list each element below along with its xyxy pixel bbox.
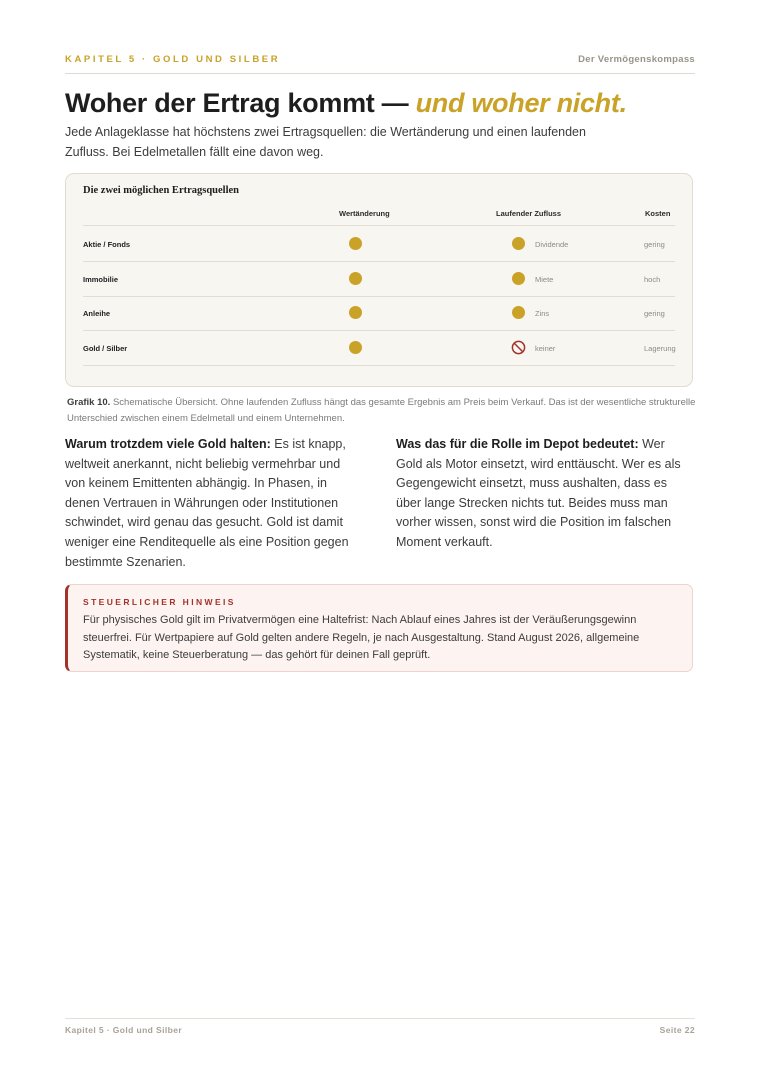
kosten-value: gering (644, 309, 665, 319)
row-divider (83, 365, 675, 366)
row-label: Gold / Silber (83, 344, 128, 354)
wertaenderung-dot-icon (349, 306, 362, 319)
page-number: Seite 22 (659, 1025, 695, 1035)
row-label: Aktie / Fonds (83, 240, 131, 249)
column-header-kosten: Kosten (645, 209, 671, 218)
row-label: Immobilie (83, 274, 119, 284)
caption-label: Grafik 10. (67, 397, 111, 408)
header-divider (83, 225, 675, 226)
chapter-label: KAPITEL 5 · GOLD UND SILBER (65, 54, 281, 65)
running-header (65, 53, 695, 74)
zufluss-label: Zins (535, 309, 550, 319)
right-paragraph (396, 435, 694, 553)
zufluss-label: keiner (535, 344, 556, 354)
no-zufluss-icon (511, 340, 526, 355)
title-main: Woher der Ertrag kommt — (65, 88, 409, 118)
left-paragraph-text: Es ist knapp, weltweit anerkannt, nicht beliebig vermehrbar und von keinem Emittenten abhängig. In Phasen, in denen Vertrauen in Währungen oder Institutionen schwindet, wird genau das gesucht. Gold ist damit weniger eine Renditequelle als eine Position gegen bestimmte Szenarien. (65, 437, 349, 569)
table-row (83, 296, 675, 330)
column-header-zufluss: Laufender Zufluss (496, 209, 562, 218)
left-paragraph-lead: Warum trotzdem viele Gold halten: (65, 437, 271, 451)
page-title (65, 88, 627, 119)
table-row (83, 262, 675, 296)
zufluss-label: Miete (535, 274, 554, 284)
book-title: Der Vermögenskompass (578, 54, 695, 65)
right-paragraph-text: Wer Gold als Motor einsetzt, wird enttäuscht. Wer es als Gegengewicht einsetzt, muss aushalten, dass es über lange Strecken nichts tut. Beides muss man vorher wissen, sonst wird die Position im falschen Moment verkauft. (396, 437, 681, 549)
lead-paragraph: Jede Anlageklasse hat höchstens zwei Ertragsquellen: die Wertänderung und einen laufenden Zufluss. Bei Edelmetallen fällt eine davon weg. (65, 125, 586, 159)
tax-note-box (65, 584, 693, 672)
right-paragraph-lead: Was das für die Rolle im Depot bedeutet: (396, 437, 639, 451)
column-header-wertaenderung: Wertänderung (339, 209, 390, 218)
title-accent: und woher nicht. (415, 88, 627, 118)
page-footer (65, 1018, 695, 1039)
caption-text: Schematische Übersicht. Ohne laufenden Zufluss hängt das gesamte Ergebnis am Preis beim Verkauf. Das ist der wesentliche strukturelle Unterschied zwischen einem Edelmetall und einem Unternehmen. (67, 397, 696, 424)
wertaenderung-dot-icon (349, 341, 362, 354)
zufluss-dot-icon (512, 306, 525, 319)
figure-card (65, 173, 693, 387)
wertaenderung-dot-icon (349, 237, 362, 250)
table-row (83, 227, 675, 261)
tax-note-text: Für physisches Gold gilt im Privatvermögen eine Haltefrist: Nach Ablauf eines Jahres ist der Veräußerungsgewinn steuerfrei. Für Wertpapiere auf Gold gelten andere Regeln, je nach Ausgestaltung. Stand August 2026, allgemeine Systematik, keine Steuerberatung — das gehört für deinen Fall geprüft. (83, 614, 640, 661)
figure-title: Die zwei möglichen Ertragsquellen (83, 185, 240, 196)
kosten-value: Lagerung (644, 344, 676, 354)
kosten-value: gering (644, 240, 665, 249)
zufluss-dot-icon (512, 272, 525, 285)
figure-caption (67, 395, 697, 427)
kosten-value: hoch (644, 274, 661, 284)
tax-note-title: STEUERLICHER HINWEIS (83, 597, 236, 607)
wertaenderung-dot-icon (349, 272, 362, 285)
footer-chapter: Kapitel 5 · Gold und Silber (65, 1025, 183, 1035)
zufluss-label: Dividende (535, 240, 569, 249)
row-label: Anleihe (83, 309, 111, 319)
zufluss-dot-icon (512, 237, 525, 250)
left-paragraph (65, 435, 363, 572)
table-row (83, 331, 675, 365)
